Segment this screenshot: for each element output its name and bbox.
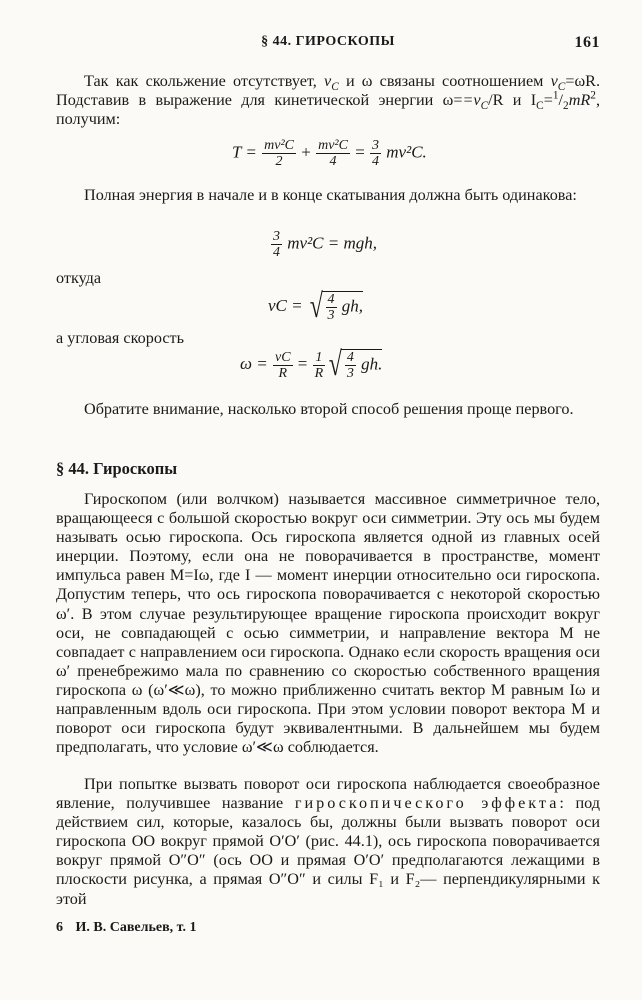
- superscript: 2: [590, 89, 596, 102]
- text-run: , получим:: [56, 91, 600, 129]
- word-otkuda: откуда: [56, 269, 102, 287]
- page-footer: [56, 920, 196, 936]
- equation-kinetic-energy: [232, 138, 427, 169]
- running-head: [56, 34, 600, 56]
- page-number: 161: [574, 34, 600, 51]
- fraction: [370, 138, 381, 169]
- fraction: [316, 138, 350, 169]
- spaced-term: гироскопического эффекта: [294, 794, 560, 813]
- eq-tail: gh,: [337, 296, 364, 316]
- fraction: [262, 138, 296, 169]
- superscript: 1: [552, 89, 559, 102]
- subscript-c: C: [480, 100, 489, 113]
- section-heading: § 44. Гироскопы: [56, 459, 178, 478]
- denominator: 3: [327, 308, 335, 323]
- eq-tail: gh.: [356, 354, 383, 374]
- denominator: R: [314, 365, 324, 381]
- eq-lhs: vC =: [268, 295, 307, 315]
- square-root: √ $\frac{4}{3}$ gh.: [329, 346, 383, 383]
- text-run: При попытке вызвать поворот оси гироскопа наблюдается своеобразное явление, получившее название: [56, 775, 600, 813]
- footer-author: И. В. Савельев, т. 1: [75, 920, 197, 935]
- operator: =: [293, 353, 312, 373]
- numerator: mv²C: [264, 138, 294, 153]
- equation-angular-velocity: [240, 346, 382, 384]
- numerator: 3: [372, 138, 380, 153]
- subscript: 2: [563, 100, 569, 113]
- text-run: =ωR. Подставив в выражение для кинетической энергии ω=: [56, 72, 600, 110]
- eq-rhs: mv²C = mgh,: [283, 233, 378, 253]
- text-run: : под действием сил, которые, казалось бы, должны были вызвать поворот оси гироскопа OO вокруг прямой O′O′ (рис. 44.1), ось гироскопа поворачивается вокруг прямой O″O″ (ось OO и прямая O′O′ предполагаются лежащими в плоскости рисунка, а прямая O″O″ и силы F₁ и F₂— перпендикулярными к этой: [56, 794, 601, 908]
- symbol-v: =v: [462, 91, 481, 110]
- text-run: /R и I: [488, 91, 537, 110]
- symbol-v: v: [550, 72, 558, 90]
- paragraph-gyroscope-definition: Гироскопом (или волчком) называется массивное симметричное тело, вращающееся с большой скоростью вокруг оси симметрии. Эту ось мы будем называть осью гироскопа. Ось гироскопа является одной из главных осей инерции. Поэтому, если она не поворачивается в пространстве, момент импульса равен M=Iω, где I — момент инерции относительно оси гироскопа. Допустим теперь, что ось гироскопа поворачивается с некоторой скоростью ω′. В этом случае результирующее вращение гироскопа происходит вокруг оси, не совпадающей с осью симметрии, и направление вектора M не совпадает с направлением оси гироскопа. Однако если скорость вращения оси ω′ пренебрежимо мала по сравнению со скоростью собственного вращения гироскопа ω (ω′≪ω), то можно приближенно считать вектор M равным Iω и направленным вдоль оси гироскопа. При этом условии поворот вектора M и поворот оси гироскопа будут эквивалентными. В дальнейшем мы будем предполагать, что условие ω′≪ω соблюдается.: [56, 490, 600, 757]
- fraction: [313, 350, 326, 381]
- eq-lhs: T =: [232, 142, 262, 162]
- numerator: vC: [274, 349, 291, 365]
- operator: +: [296, 142, 316, 162]
- numerator: 4: [346, 350, 354, 365]
- operator: =: [350, 142, 370, 162]
- text-run: Так как скольжение отсутствует,: [84, 72, 325, 90]
- subscript-c: C: [557, 81, 566, 94]
- paragraph-rolling-condition: [56, 72, 600, 129]
- denominator: 2: [275, 154, 283, 169]
- subscript-c: C: [536, 100, 544, 113]
- paragraph-note: Обратите внимание, насколько второй способ решения проще первого.: [84, 400, 574, 418]
- square-root: √ $\frac{4}{3}$ gh,: [309, 288, 364, 325]
- running-title: § 44. ГИРОСКОПЫ: [261, 34, 395, 49]
- numerator: 3: [273, 229, 280, 244]
- paragraph-gyroscopic-effect: [56, 775, 600, 909]
- denominator: 4: [372, 154, 380, 169]
- denominator: 4: [273, 245, 280, 260]
- symbol-mr: mR: [568, 91, 591, 110]
- equation-energy-balance: [270, 229, 377, 260]
- numerator: 1: [313, 350, 326, 366]
- subscript-c: C: [331, 81, 339, 94]
- fraction: [273, 350, 293, 381]
- numerator: mv²C: [318, 138, 348, 153]
- fraction: [326, 292, 337, 323]
- word-angular-velocity: а угловая скорость: [56, 329, 184, 347]
- denominator: 4: [329, 154, 337, 169]
- denominator: 3: [346, 366, 354, 381]
- equation-velocity: [268, 288, 363, 326]
- numerator: 4: [327, 292, 335, 307]
- signature-mark: 6: [56, 920, 63, 935]
- text-run: и ω связаны соотношением: [338, 72, 551, 90]
- fraction: [345, 350, 356, 381]
- paragraph-energy-conservation: Полная энергия в начале и в конце скатывания должна быть одинакова:: [84, 186, 577, 204]
- text-run: =: [543, 91, 553, 110]
- text-run: /: [558, 91, 564, 110]
- eq-lhs: ω =: [240, 353, 272, 373]
- symbol-v: v: [324, 72, 332, 90]
- fraction: [271, 229, 282, 260]
- eq-rhs: mv²C.: [382, 142, 427, 162]
- denominator: R: [278, 365, 288, 381]
